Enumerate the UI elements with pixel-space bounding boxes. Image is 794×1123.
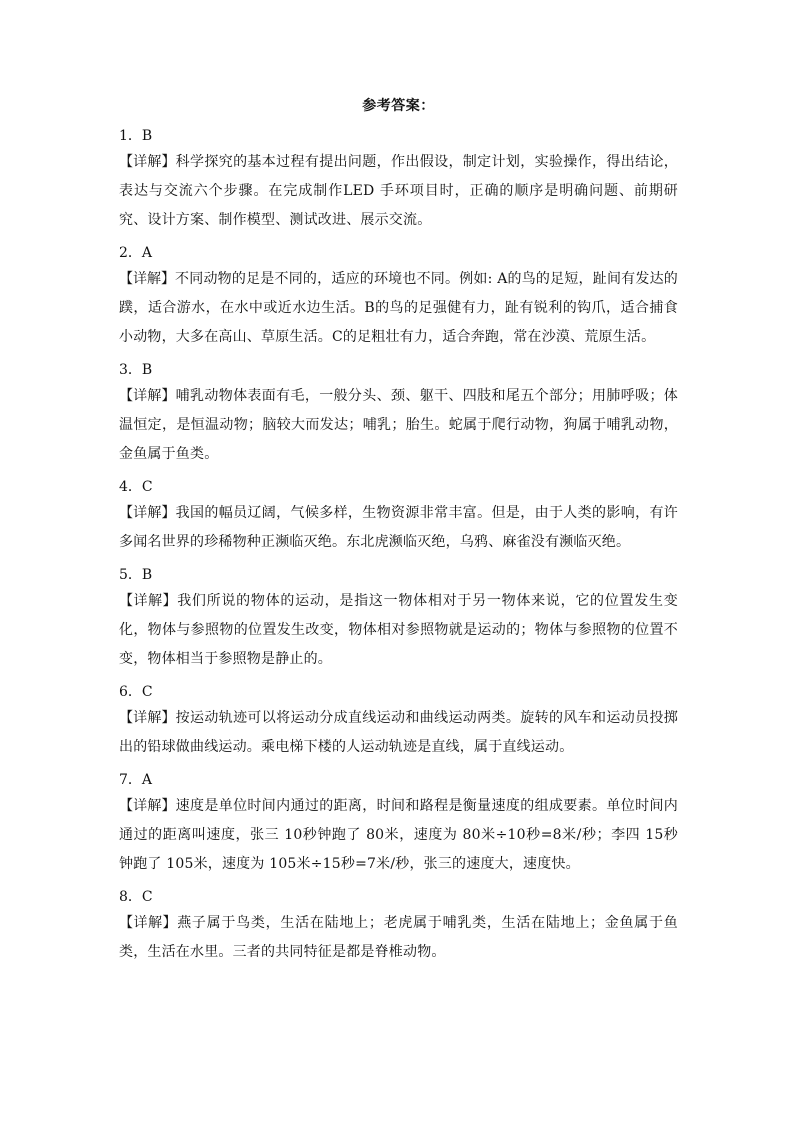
explanation-label: 【详解】 — [119, 154, 176, 170]
explanation-label: 【详解】 — [119, 915, 178, 931]
document-title: 参考答案： — [362, 98, 435, 114]
explanation-label: 【详解】 — [119, 271, 176, 287]
explanation-paragraph — [119, 148, 678, 235]
answer-line: 1．B — [119, 128, 153, 144]
explanation-label: 【详解】 — [119, 388, 176, 404]
explanation-text: 科学探究的基本过程有提出问题，作出假设，制定计划，实验操作，得出结论，表达与交流六个步骤。在完成制作LED 手环项目时，正确的顺序是明确问题、前期研究、设计方案、制作模型、测试改进、展示交流。 — [119, 154, 679, 228]
explanation-text: 我国的幅员辽阔，气候多样，生物资源非常丰富。但是，由于人类的影响，有许多闻名世界的珍稀物种正濒临灭绝。东北虎濒临灭绝，乌鸦、麻雀没有濒临灭绝。 — [119, 505, 679, 550]
answer-line: 6．C — [119, 684, 153, 700]
explanation-paragraph — [119, 499, 678, 557]
explanation-label: 【详解】 — [119, 710, 176, 726]
answer-item-7 — [119, 770, 678, 879]
answer-line: 4．C — [119, 479, 153, 495]
answer-item-2 — [119, 243, 678, 352]
answer-item-4 — [119, 477, 678, 557]
answer-line: 5．B — [119, 567, 153, 583]
explanation-text: 速度是单位时间内通过的距离，时间和路程是衡量速度的组成要素。单位时间内通过的距离叫速度，张三 10秒钟跑了 80米，速度为 80米÷10秒=8米/秒；李四 15秒钟跑了 105米，速度为 105米÷15秒=7米/秒，张三的速度大，速度快。 — [119, 798, 679, 872]
explanation-label: 【详解】 — [119, 505, 176, 521]
answer-item-8 — [119, 887, 678, 967]
explanation-text: 燕子属于鸟类，生活在陆地上；老虎属于哺乳类，生活在陆地上；金鱼属于鱼类，生活在水里。三者的共同特征是都是脊椎动物。 — [119, 915, 678, 960]
answer-item-3 — [119, 360, 678, 469]
answer-item-6 — [119, 682, 678, 762]
explanation-label: 【详解】 — [119, 593, 178, 609]
explanation-paragraph — [119, 909, 678, 967]
explanation-paragraph — [119, 587, 678, 674]
explanation-paragraph — [119, 382, 678, 469]
explanation-paragraph — [119, 704, 678, 762]
explanation-label: 【详解】 — [119, 798, 176, 814]
explanation-paragraph — [119, 265, 678, 352]
answer-line: 7．A — [119, 772, 153, 788]
explanation-paragraph — [119, 792, 678, 879]
answer-line: 8．C — [119, 889, 153, 905]
answer-item-1 — [119, 126, 678, 235]
explanation-text: 按运动轨迹可以将运动分成直线运动和曲线运动两类。旋转的风车和运动员投掷出的铅球做曲线运动。乘电梯下楼的人运动轨迹是直线，属于直线运动。 — [119, 710, 679, 755]
explanation-text: 哺乳动物体表面有毛，一般分头、颈、躯干、四肢和尾五个部分；用肺呼吸；体温恒定，是恒温动物；脑较大而发达；哺乳；胎生。蛇属于爬行动物，狗属于哺乳动物，金鱼属于鱼类。 — [119, 388, 679, 462]
answer-item-5 — [119, 565, 678, 674]
answer-line: 2．A — [119, 245, 153, 261]
explanation-text: 不同动物的足是不同的，适应的环境也不同。例如: A的鸟的足短，趾间有发达的蹼，适合游水，在水中或近水边生活。B的鸟的足强健有力，趾有锐利的钩爪，适合捕食小动物，大多在高山、草原生活。C的足粗壮有力，适合奔跑，常在沙漠、荒原生活。 — [119, 271, 679, 345]
explanation-text: 我们所说的物体的运动，是指这一物体相对于另一物体来说，它的位置发生变化，物体与参照物的位置发生改变，物体相对参照物就是运动的；物体与参照物的位置不变，物体相当于参照物是静止的。 — [119, 593, 678, 667]
answer-line: 3．B — [119, 362, 153, 378]
